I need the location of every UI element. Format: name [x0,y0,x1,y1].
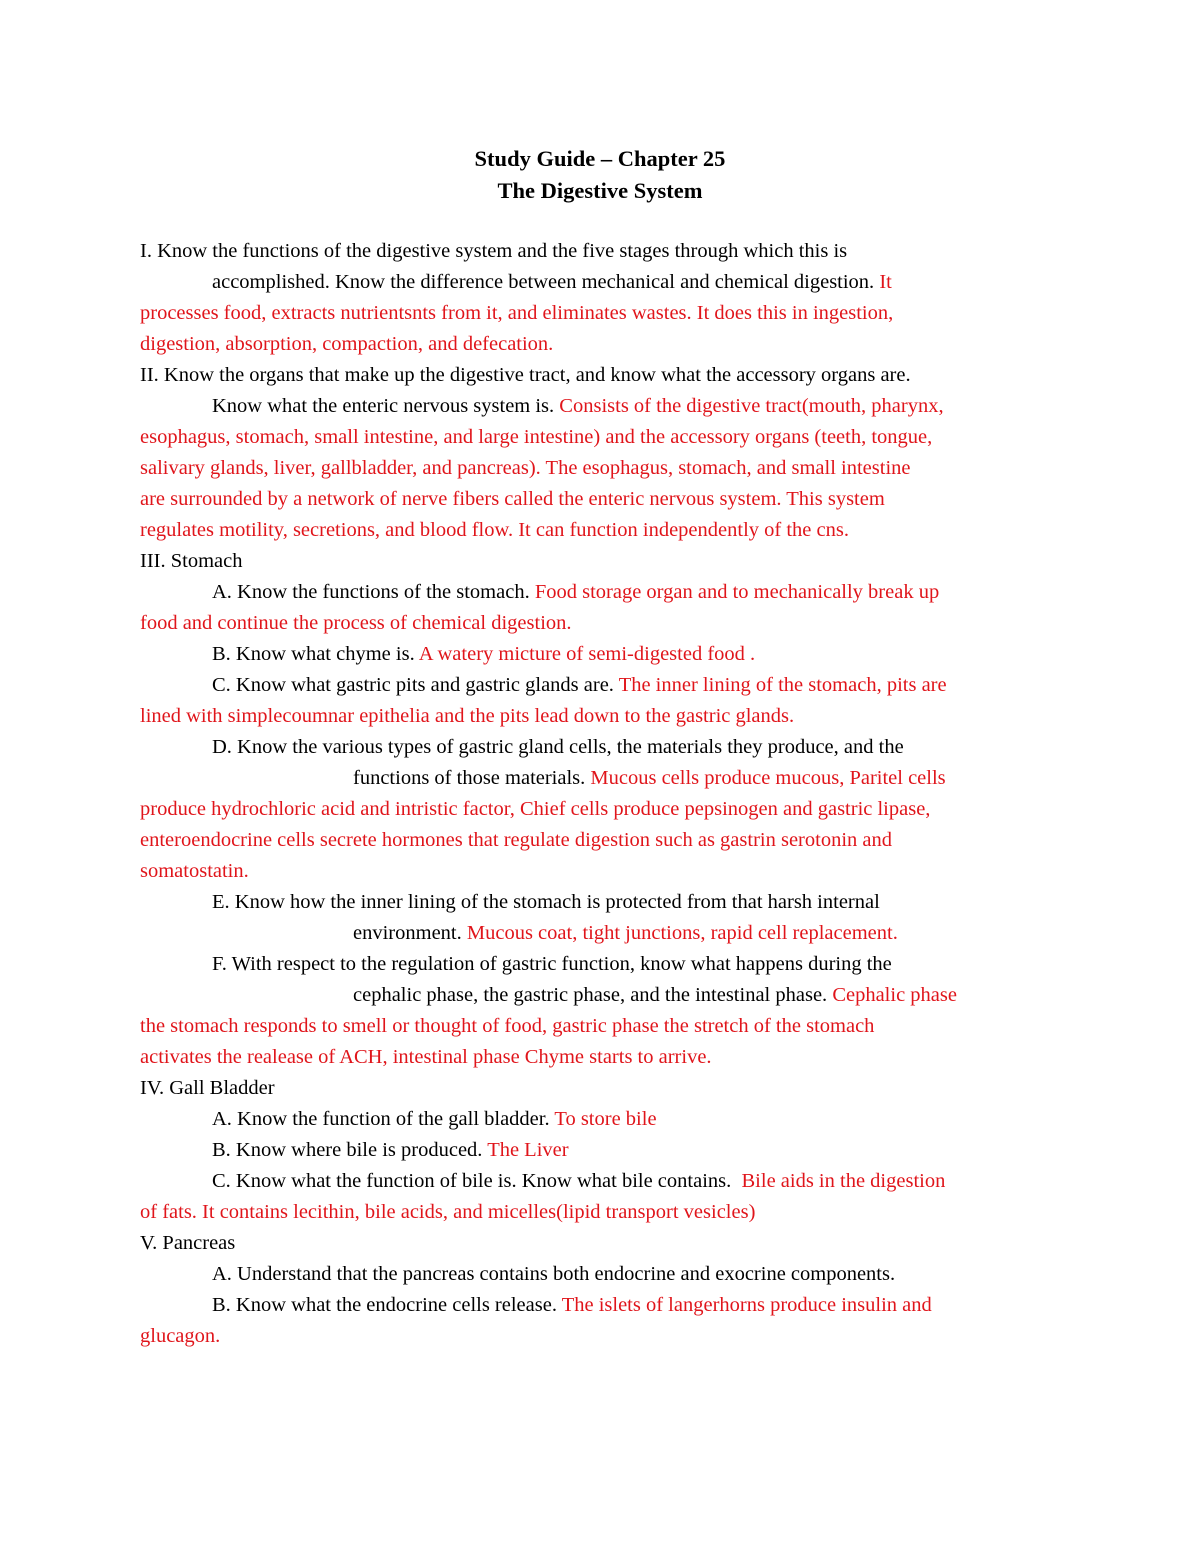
section-3-answer-line [140,825,892,856]
question-text: D. Know the various types of gastric gland cells, the materials they produce, and the [212,736,904,758]
section-2-answer-line [140,453,911,484]
answer-text: A watery micture of semi-digested food . [418,643,756,665]
question-text: II. Know the organs that make up the digestive tract, and know what the accessory organs are. [140,364,911,386]
section-3-item-b [212,639,755,670]
section-5-item-a [212,1259,895,1290]
section-3-item-c [212,670,947,701]
question-text: functions of those materials. [353,767,591,789]
answer-text: digestion, absorption, compaction, and defecation. [140,333,554,355]
section-4-item-b [212,1135,569,1166]
answer-text: The Liver [487,1139,569,1161]
question-text: C. Know what gastric pits and gastric glands are. [212,674,619,696]
answer-text: the stomach responds to smell or thought of food, gastric phase the stretch of the stomach [140,1015,875,1037]
section-3-item-e [353,918,898,949]
answer-text: The islets of langerhorns produce insulin and [561,1294,932,1316]
answer-text: salivary glands, liver, gallbladder, and pancreas). The esophagus, stomach, and small intestine [140,457,911,479]
question-text: IV. Gall Bladder [140,1077,275,1099]
section-3-item-d [212,732,904,763]
answer-text: processes food, extracts nutrientsnts from it, and eliminates wastes. It does this in ingestion, [140,302,894,324]
answer-text: are surrounded by a network of nerve fibers called the enteric nervous system. This system [140,488,885,510]
answer-text: It [879,271,892,293]
section-5-heading [140,1228,235,1259]
section-1-line [140,236,847,267]
question-text: V. Pancreas [140,1232,236,1254]
section-3-heading [140,546,242,577]
answer-text: regulates motility, secretions, and blood flow. It can function independently of the cns. [140,519,849,541]
section-2-line [140,360,911,391]
section-5-answer-line [140,1321,220,1352]
document-subtitle: The Digestive System [497,178,703,203]
answer-text: Food storage organ and to mechanically break up [534,581,940,603]
question-text: E. Know how the inner lining of the stomach is protected from that harsh internal [212,891,880,913]
question-text: I. Know the functions of the digestive system and the five stages through which this is [140,240,848,262]
section-3-answer-line [140,856,249,887]
section-3-item-e [212,887,880,918]
question-text: accomplished. Know the difference between mechanical and chemical digestion. [212,271,880,293]
section-3-answer-line [140,1011,874,1042]
section-4-item-c [212,1166,945,1197]
section-4-heading [140,1073,275,1104]
question-text: B. Know where bile is produced. [212,1139,488,1161]
answer-text: produce hydrochloric acid and intristic factor, Chief cells produce pepsinogen and gastric lipase, [140,798,931,820]
section-3-answer-line [140,1042,712,1073]
question-text: III. Stomach [140,550,243,572]
section-3-answer-line [140,794,930,825]
answer-text: Mucous cells produce mucous, Paritel cells [590,767,946,789]
section-3-answer-line [140,701,794,732]
section-1-answer-line [140,329,553,360]
section-3-answer-line [140,608,572,639]
section-1-answer-line [140,298,893,329]
question-text: cephalic phase, the gastric phase, and the intestinal phase. [353,984,833,1006]
answer-text: The inner lining of the stomach, pits are [618,674,947,696]
section-5-item-b [212,1290,932,1321]
answer-text: Cephalic phase [832,984,957,1006]
section-3-item-f [212,949,892,980]
section-3-item-f [353,980,957,1011]
answer-text: enteroendocrine cells secrete hormones that regulate digestion such as gastrin serotonin and [140,829,892,851]
answer-text: food and continue the process of chemical digestion. [140,612,572,634]
answer-text: of fats. It contains lecithin, bile acids, and micelles(lipid transport vesicles) [140,1201,756,1223]
question-text: B. Know what the endocrine cells release. [212,1294,562,1316]
answer-text: Mucous coat, tight junctions, rapid cell replacement. [466,922,898,944]
section-2-answer-line [140,484,885,515]
section-2-answer-line [140,515,849,546]
document-title: Study Guide – Chapter 25 [474,146,726,171]
section-2-line [212,391,944,422]
section-1-line [212,267,892,298]
section-2-answer-line [140,422,932,453]
answer-text: To store bile [554,1108,657,1130]
answer-text: lined with simplecoumnar epithelia and the pits lead down to the gastric glands. [140,705,795,727]
answer-text: somatostatin. [140,860,249,882]
answer-text: activates the realease of ACH, intestinal phase Chyme starts to arrive. [140,1046,712,1068]
question-text: A. Know the function of the gall bladder. [212,1108,555,1130]
question-text: A. Understand that the pancreas contains both endocrine and exocrine components. [212,1263,896,1285]
section-3-item-d [353,763,946,794]
answer-text: Bile aids in the digestion [741,1170,946,1192]
question-text: C. Know what the function of bile is. Know what bile contains. [212,1170,742,1192]
section-4-item-a [212,1104,657,1135]
question-text: Know what the enteric nervous system is. [212,395,560,417]
question-text: F. With respect to the regulation of gastric function, know what happens during the [212,953,892,975]
answer-text: Consists of the digestive tract(mouth, pharynx, [559,395,944,417]
answer-text: esophagus, stomach, small intestine, and large intestine) and the accessory organs (teeth, tongue, [140,426,933,448]
question-text: environment. [353,922,467,944]
section-3-item-a [212,577,939,608]
answer-text: glucagon. [140,1325,221,1347]
section-4-answer-line [140,1197,755,1228]
question-text: A. Know the functions of the stomach. [212,581,535,603]
question-text: B. Know what chyme is. [212,643,419,665]
